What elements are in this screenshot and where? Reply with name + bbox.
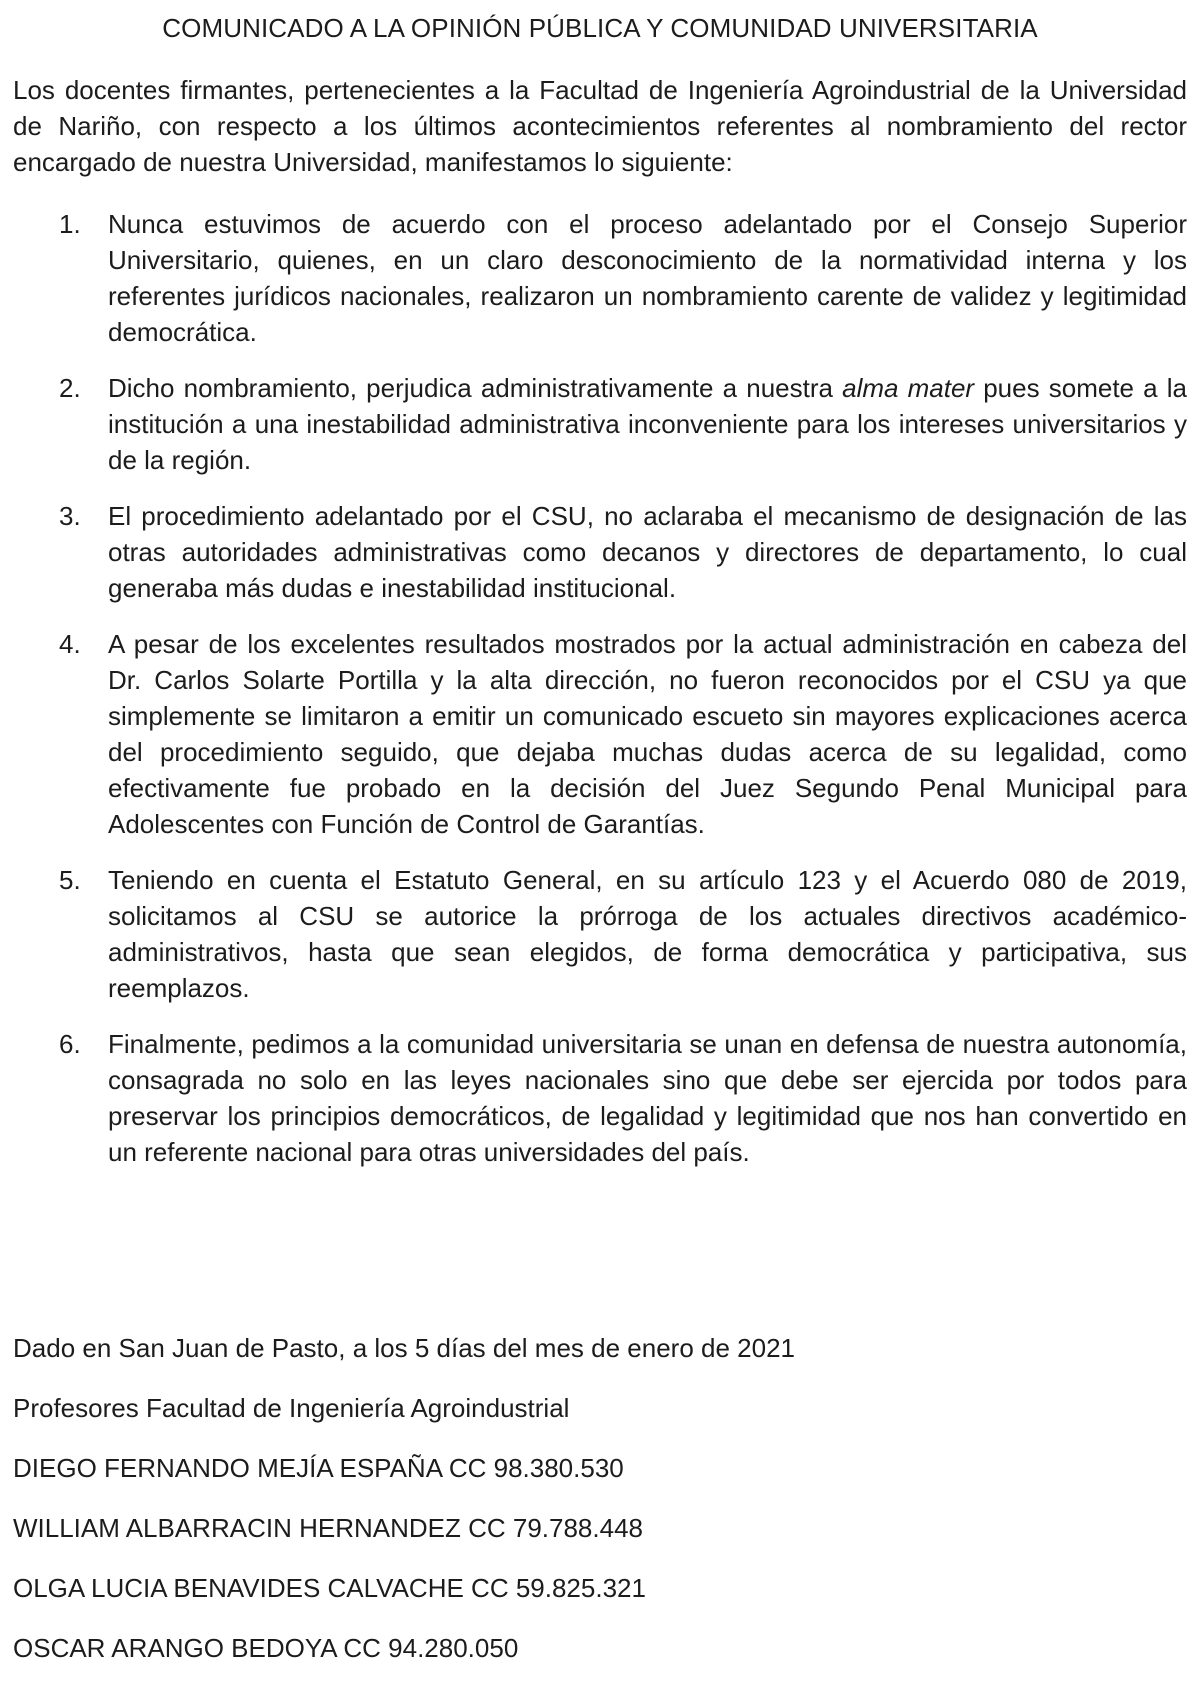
item-number: 4. [59, 629, 81, 659]
list-item [13, 626, 1187, 842]
faculty-line: Profesores Facultad de Ingeniería Agroindustrial [13, 1393, 570, 1423]
list-item [13, 206, 1187, 350]
item-text: Nunca estuvimos de acuerdo con el proceso adelantado por el Consejo Superior Universitario, quienes, en un claro desconocimiento de la normatividad interna y los referentes jurídicos nacionales, realizaron un nombramiento carente de validez y legitimidad democrática. [108, 209, 1187, 347]
item-text-before: Dicho nombramiento, perjudica administrativamente a nuestra [108, 373, 843, 403]
item-text: Finalmente, pedimos a la comunidad universitaria se unan en defensa de nuestra autonomía, consagrada no solo en las leyes nacionales sino que debe ser ejercida por todos para preservar los principios democráticos, de legalidad y legitimidad que nos han convertido en un referente nacional para otras universidades del país. [108, 1029, 1187, 1167]
signer-name: DIEGO FERNANDO MEJÍA ESPAÑA CC 98.380.530 [13, 1453, 624, 1483]
signer-name: OLGA LUCIA BENAVIDES CALVACHE CC 59.825.321 [13, 1573, 646, 1603]
item-number: 5. [59, 865, 81, 895]
item-text: El procedimiento adelantado por el CSU, no aclaraba el mecanismo de designación de las otras autoridades administrativas como decanos y directores de departamento, lo cual generaba más dudas e inestabilidad institucional. [108, 501, 1187, 603]
item-number: 2. [59, 373, 81, 403]
item-number: 6. [59, 1029, 81, 1059]
points-list [13, 206, 1187, 1170]
signers-list [13, 1450, 1187, 1666]
list-item [13, 370, 1187, 478]
item-number: 1. [59, 209, 81, 239]
list-item [13, 862, 1187, 1006]
signer-name: OSCAR ARANGO BEDOYA CC 94.280.050 [13, 1633, 519, 1663]
list-item [13, 498, 1187, 606]
closing-block [13, 1330, 1187, 1690]
signer-name: WILLIAM ALBARRACIN HERNANDEZ CC 79.788.448 [13, 1513, 643, 1543]
item-text [108, 373, 1187, 475]
item-text-after: pues somete a la institución a una inestabilidad administrativa inconveniente para los intereses universitarios y de la región. [108, 373, 1187, 475]
list-item [13, 1026, 1187, 1170]
item-number: 3. [59, 501, 81, 531]
item-text-italic: alma mater [842, 373, 975, 403]
item-text: Teniendo en cuenta el Estatuto General, en su artículo 123 y el Acuerdo 080 de 2019, solicitamos al CSU se autorice la prórroga de los actuales directivos académico-administrativos, hasta que sean elegidos, de forma democrática y participativa, sus reemplazos. [108, 865, 1187, 1003]
intro-paragraph: Los docentes firmantes, pertenecientes a la Facultad de Ingeniería Agroindustrial de la Universidad de Nariño, con respecto a los últimos acontecimientos referentes al nombramiento del rector encargado de nuestra Universidad, manifestamos lo siguiente: [13, 75, 1187, 177]
document-title: COMUNICADO A LA OPINIÓN PÚBLICA Y COMUNIDAD UNIVERSITARIA [162, 13, 1038, 43]
place-date: Dado en San Juan de Pasto, a los 5 días del mes de enero de 2021 [13, 1333, 795, 1363]
item-text: A pesar de los excelentes resultados mostrados por la actual administración en cabeza del Dr. Carlos Solarte Portilla y la alta dirección, no fueron reconocidos por el CSU ya que simplemente se limitaron a emitir un comunicado escueto sin mayores explicaciones acerca del procedimiento seguido, que dejaba muchas dudas acerca de su legalidad, como efectivamente fue probado en la decisión del Juez Segundo Penal Municipal para Adolescentes con Función de Control de Garantías. [108, 629, 1187, 839]
